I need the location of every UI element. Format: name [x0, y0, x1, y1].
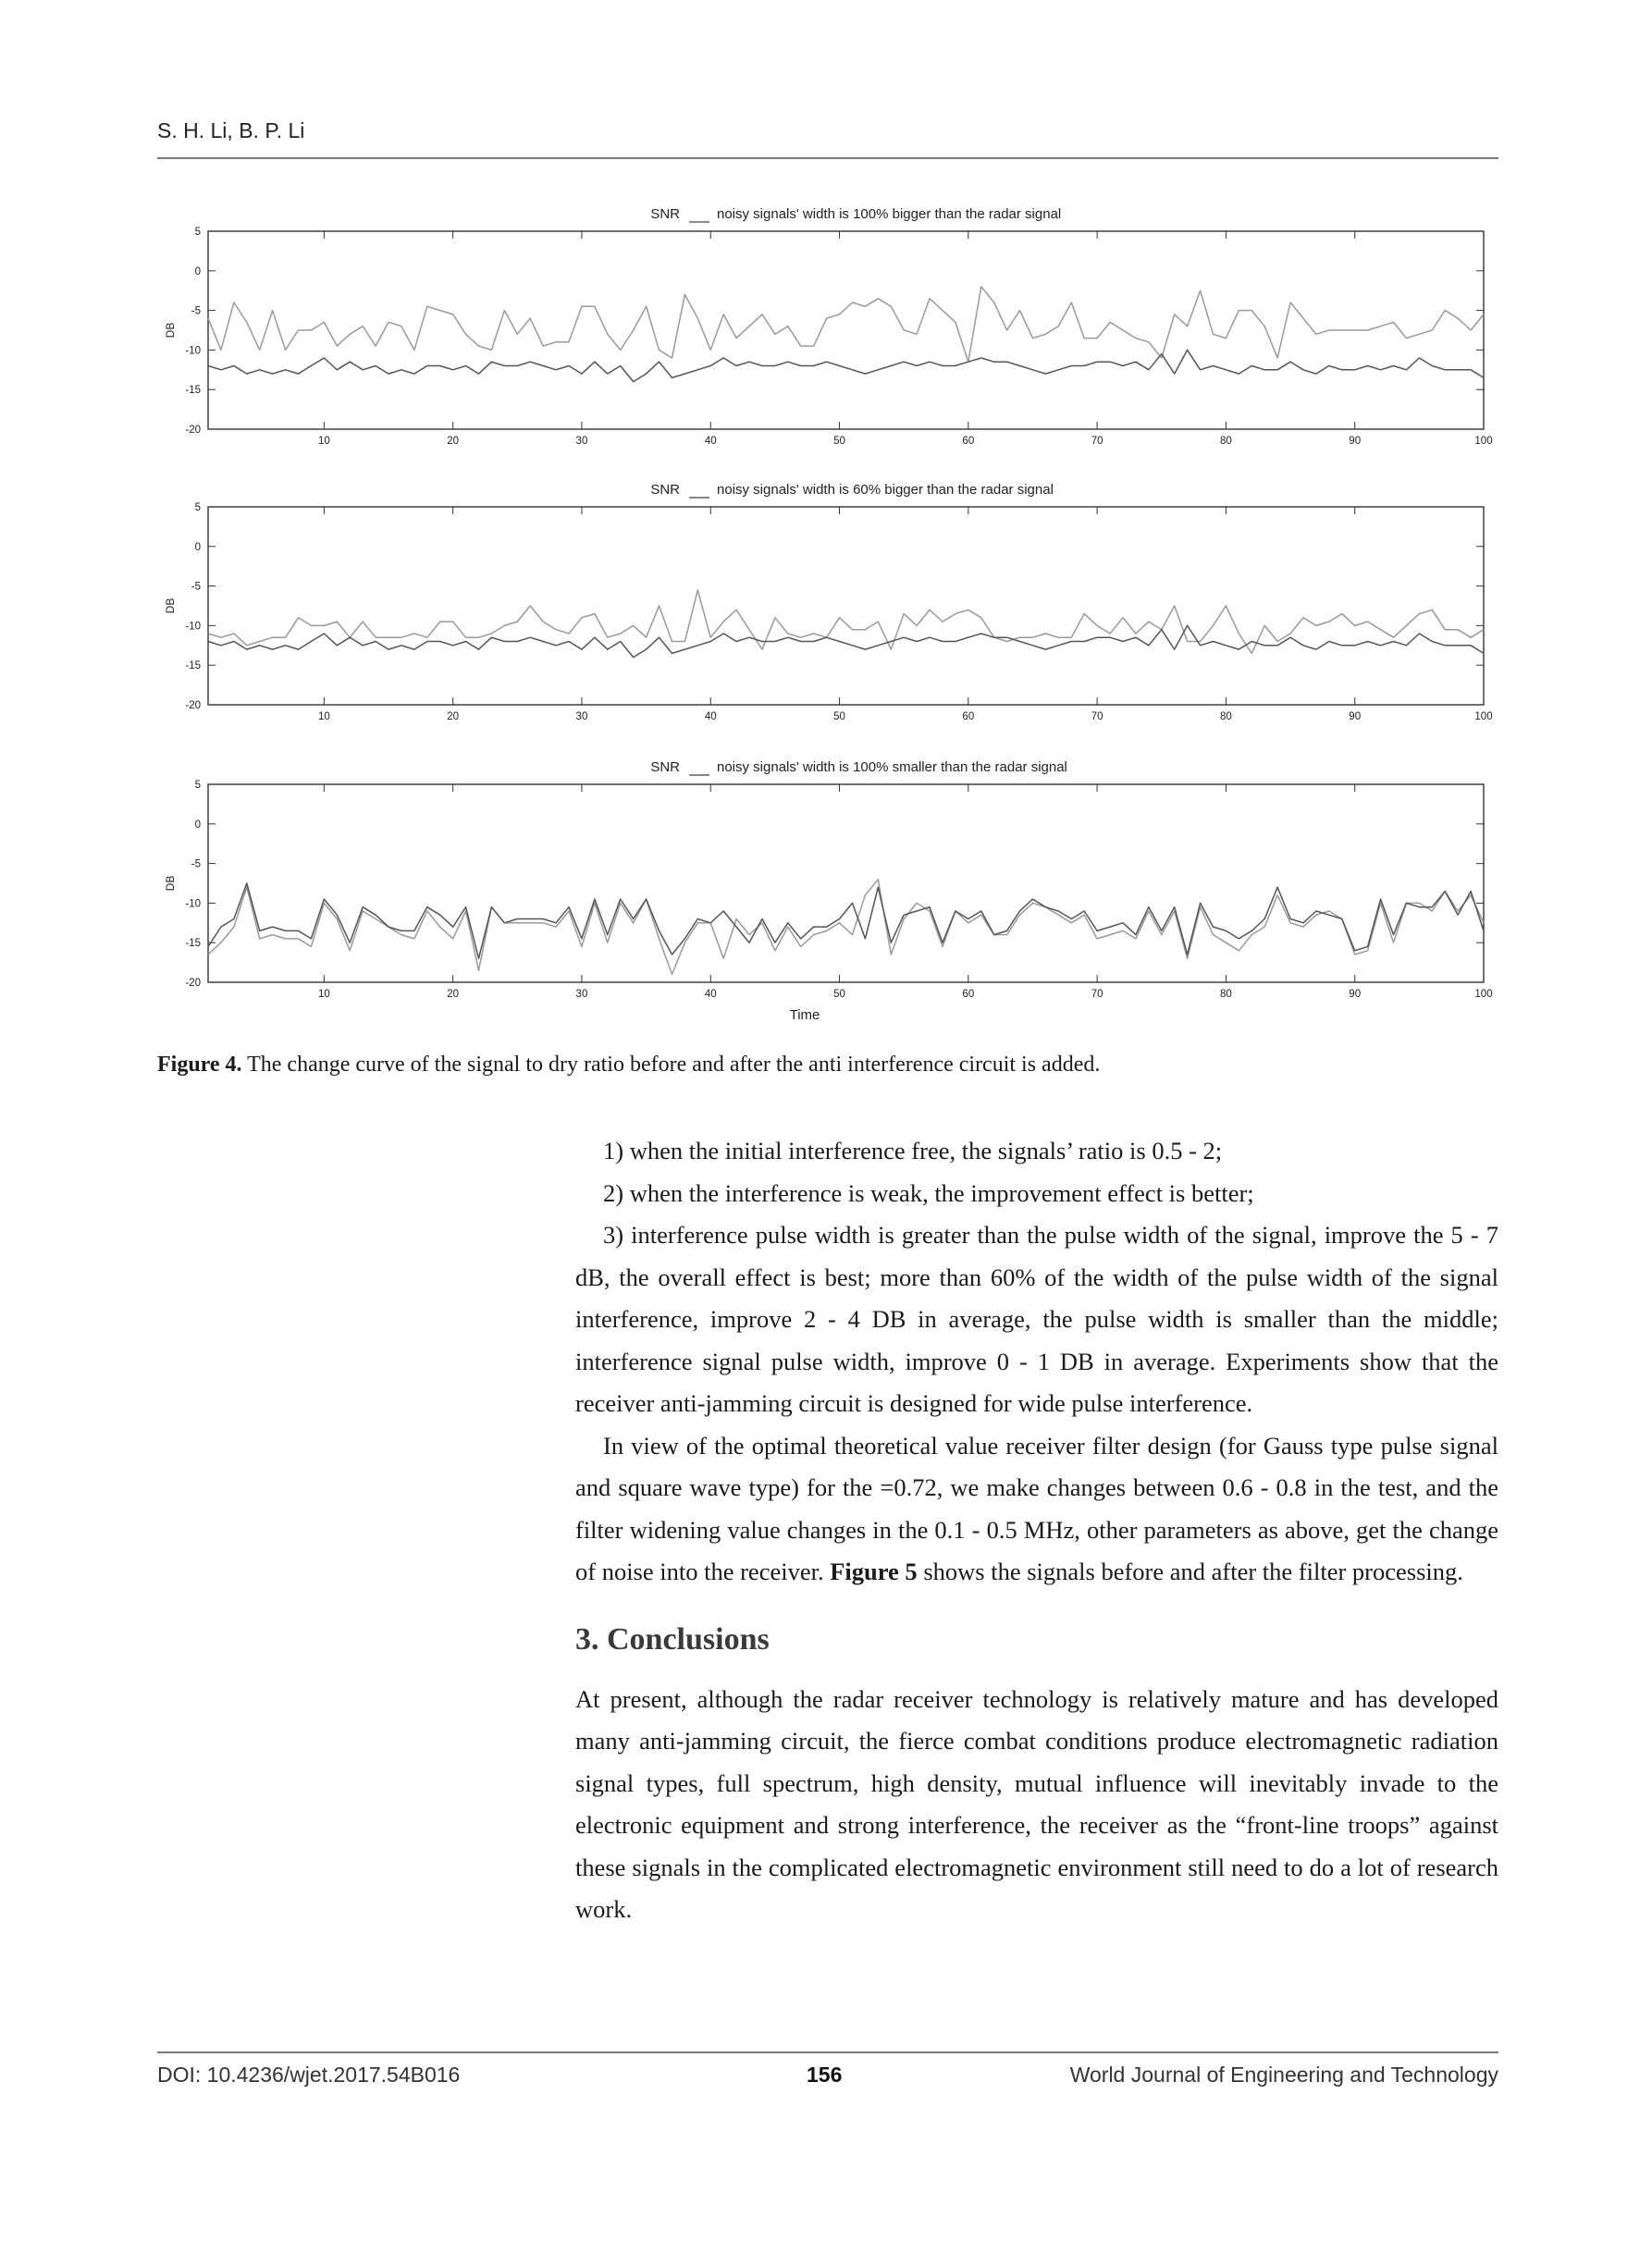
section-title-conclusions: 3. Conclusions	[575, 1621, 770, 1657]
footer-journal: World Journal of Engineering and Technology	[1069, 2063, 1498, 2087]
filter-paragraph-text-1: In view of the optimal theoretical value receiver filter design (for Gauss type pulse signal and square wave type) for the =0.72, we make changes between 0.6 - 0.8 in the test, and the filter widening value changes in the 0.1 - 0.5 MHz, other parameters as above, get the change of noise into the receiver.	[575, 1431, 1498, 1585]
x-tick-label: 90	[1349, 436, 1362, 447]
conclusion-paragraph: At present, although the radar receiver technology is relatively mature and has developed many anti-jamming circuit, the fierce combat conditions produce electromagnetic radiation signal types, full spectrum, high density, mutual influence will inevitably invade to the electronic equipment and strong interference, the receiver as the “front-line troops” against these signals in the complicated electromagnetic environment still need to do a lot of research work.	[575, 1684, 1498, 1923]
series-line-2	[208, 350, 1484, 381]
y-tick-label: 0	[194, 819, 201, 831]
y-tick-label: -5	[191, 858, 201, 870]
x-tick-label: 30	[575, 989, 588, 1000]
chart-title: noisy signals' width is 60% bigger than the radar signal	[717, 482, 1054, 498]
x-tick-label: 20	[447, 989, 460, 1000]
y-tick-label: -15	[185, 938, 201, 950]
filter-paragraph-text-2: shows the signals before and after the filter processing.	[917, 1558, 1463, 1585]
footer-page-number: 156	[807, 2063, 843, 2087]
header-rule	[157, 157, 1498, 159]
x-axis-label: Time	[789, 1007, 820, 1023]
y-tick-label: -20	[185, 978, 201, 989]
series-line-2	[208, 883, 1484, 958]
x-tick-label: 40	[704, 711, 717, 722]
body-column	[575, 1130, 1498, 1931]
x-tick-label: 70	[1091, 436, 1103, 447]
y-tick-label: 0	[194, 541, 201, 553]
x-tick-label: 80	[1220, 711, 1232, 722]
x-tick-label: 10	[317, 989, 330, 1000]
x-tick-label: 40	[704, 989, 717, 1000]
x-tick-label: 50	[833, 711, 845, 722]
x-tick-label: 90	[1349, 711, 1362, 722]
plot-frame	[208, 231, 1484, 429]
x-tick-label: 100	[1474, 989, 1493, 1000]
filter-paragraph	[575, 1425, 1498, 1594]
y-tick-label: -15	[185, 660, 201, 672]
x-tick-label: 70	[1091, 989, 1103, 1000]
x-tick-label: 100	[1474, 436, 1493, 447]
figure-caption	[157, 1053, 1498, 1078]
y-tick-label: -15	[185, 385, 201, 397]
chart-title: noisy signals' width is 100% bigger than the radar signal	[717, 206, 1062, 222]
x-tick-label: 10	[317, 711, 330, 722]
y-tick-label: -20	[185, 700, 201, 711]
y-tick-label: -5	[191, 305, 201, 317]
plot-frame	[208, 507, 1484, 705]
y-axis-label: DB	[164, 875, 177, 892]
x-tick-label: 60	[962, 711, 975, 722]
x-tick-label: 60	[962, 436, 975, 447]
y-axis-label: DB	[164, 322, 177, 339]
x-tick-label: 30	[575, 436, 588, 447]
y-tick-label: -10	[185, 345, 201, 357]
y-tick-label: 5	[194, 502, 201, 513]
x-tick-label: 50	[833, 436, 845, 447]
footer-doi[interactable]: DOI: 10.4236/wjet.2017.54B016	[157, 2063, 461, 2087]
finding-1: 1) when the initial interference free, the signals’ ratio is 0.5 - 2;	[603, 1137, 1223, 1164]
y-tick-label: 0	[194, 265, 201, 277]
x-tick-label: 20	[447, 436, 460, 447]
x-tick-label: 90	[1349, 989, 1362, 1000]
y-tick-label: 5	[194, 227, 201, 238]
x-tick-label: 20	[447, 711, 460, 722]
chart-title: noisy signals' width is 100% smaller than the radar signal	[717, 759, 1067, 775]
x-tick-label: 80	[1220, 436, 1232, 447]
plot-frame	[208, 784, 1484, 982]
x-tick-label: 40	[704, 436, 717, 447]
y-tick-label: -10	[185, 898, 201, 910]
series-line-1	[208, 287, 1484, 362]
y-axis-label: DB	[164, 597, 177, 614]
y-tick-label: -10	[185, 621, 201, 633]
x-tick-label: 30	[575, 711, 588, 722]
figure-caption-text: The change curve of the signal to dry ratio before and after the anti interference circuit is added.	[241, 1053, 1101, 1077]
figure-caption-label: Figure 4.	[157, 1053, 242, 1077]
figure-5-reference[interactable]: Figure 5	[830, 1558, 918, 1585]
finding-2: 2) when the interference is weak, the improvement effect is better;	[603, 1178, 1254, 1207]
legend-snr-label: SNR	[650, 206, 680, 222]
series-line-1	[208, 880, 1484, 975]
y-tick-label: -5	[191, 581, 201, 593]
legend-snr-label: SNR	[650, 759, 680, 775]
x-tick-label: 60	[962, 989, 975, 1000]
x-tick-label: 50	[833, 989, 845, 1000]
finding-3: 3) interference pulse width is greater than the pulse width of the signal, improve the 5 - 7 dB, the overall effect is best; more than 60% of the width of the pulse width of the signal interference, improve 2 - 4 DB in average, the pulse width is smaller than the middle; interference signal pulse width, improve 0 - 1 DB in average. Experiments show that the receiver anti-jamming circuit is designed for wide pulse interference.	[575, 1221, 1498, 1417]
x-tick-label: 80	[1220, 989, 1232, 1000]
footer-rule	[157, 2051, 1498, 2053]
legend-snr-label: SNR	[650, 482, 680, 498]
y-tick-label: 5	[194, 780, 201, 791]
x-tick-label: 100	[1474, 711, 1493, 722]
running-header-authors: S. H. Li, B. P. Li	[157, 118, 305, 142]
figure-4-charts	[157, 190, 1498, 1041]
y-tick-label: -20	[185, 425, 201, 436]
x-tick-label: 10	[317, 436, 330, 447]
x-tick-label: 70	[1091, 711, 1103, 722]
